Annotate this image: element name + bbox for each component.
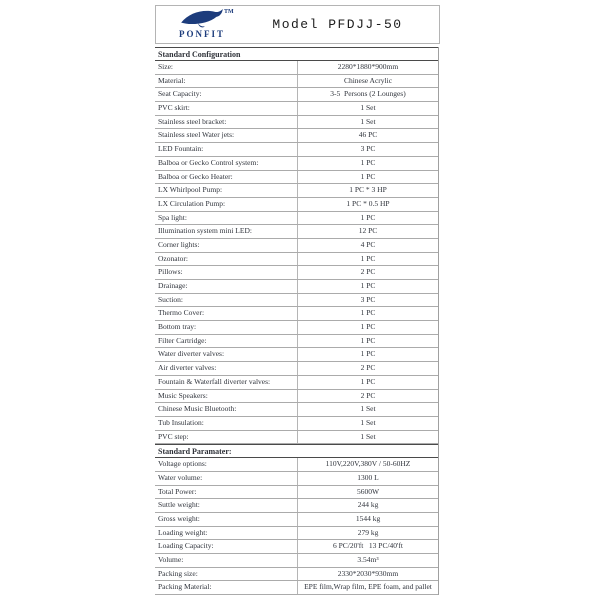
table-row [155, 239, 438, 253]
row-value: 110V,220V,380V / 50-60HZ [297, 458, 438, 471]
table-row [155, 253, 438, 267]
row-label: Stainless steel Water jets: [158, 130, 235, 140]
row-value: 1 PC [297, 348, 438, 361]
row-value: 1 PC [297, 212, 438, 225]
row-label: Loading Capacity: [158, 541, 214, 551]
section-header: Standard Configuration [155, 47, 438, 61]
row-label: Pillows: [158, 267, 183, 277]
table-row [155, 61, 438, 75]
row-label: Stainless steel bracket: [158, 116, 227, 126]
row-value: 2280*1880*900mm [297, 61, 438, 74]
row-value: 3 PC [297, 294, 438, 307]
row-value: 3-5 Persons (2 Lounges) [297, 88, 438, 101]
table-row [155, 184, 438, 198]
row-value: 1 PC [297, 376, 438, 389]
table-row [155, 307, 438, 321]
row-value: 1 PC [297, 171, 438, 184]
table-row [155, 376, 438, 390]
table-row [155, 198, 438, 212]
table-row [155, 157, 438, 171]
section-header: Standard Paramater: [155, 444, 438, 458]
spec-table [155, 47, 439, 595]
row-label: Chinese Music Bluetooth: [158, 404, 237, 414]
table-row [155, 403, 438, 417]
row-label: Suttle weight: [158, 500, 200, 510]
table-row [155, 362, 438, 376]
row-label: Total Power: [158, 486, 197, 496]
row-value: 2 PC [297, 362, 438, 375]
row-label: LX Whirlpool Pump: [158, 185, 223, 195]
row-label: Water diverter valves: [158, 349, 225, 359]
row-label: Seat Capacity: [158, 89, 202, 99]
table-row [155, 499, 438, 513]
row-label: Material: [158, 75, 186, 85]
row-value: Chinese Acrylic [297, 75, 438, 88]
row-value: 1 PC [297, 157, 438, 170]
row-value: EPE film,Wrap film, EPE foam, and pallet [297, 581, 438, 594]
table-row [155, 417, 438, 431]
row-label: Suction: [158, 294, 184, 304]
row-value: 1 PC [297, 335, 438, 348]
row-label: Packing size: [158, 568, 198, 578]
brand-logo [168, 8, 236, 39]
table-row [155, 225, 438, 239]
table-row [155, 486, 438, 500]
table-row [155, 321, 438, 335]
table-row [155, 212, 438, 226]
row-label: Corner lights: [158, 239, 200, 249]
table-row [155, 458, 438, 472]
row-value: 6 PC/20'ft 13 PC/40'ft [297, 540, 438, 553]
table-row [155, 540, 438, 554]
row-label: Music Speakers: [158, 390, 208, 400]
row-label: Tub Insulation: [158, 417, 204, 427]
table-row [155, 335, 438, 349]
row-value: 1 Set [297, 116, 438, 129]
row-value: 5600W [297, 486, 438, 499]
row-value: 244 kg [297, 499, 438, 512]
table-row [155, 294, 438, 308]
row-value: 1 PC * 3 HP [297, 184, 438, 197]
table-row [155, 75, 438, 89]
table-row [155, 527, 438, 541]
row-label: Loading weight: [158, 527, 208, 537]
table-row [155, 581, 438, 595]
row-value: 279 kg [297, 527, 438, 540]
table-row [155, 431, 438, 445]
row-label: Filter Cartridge: [158, 335, 207, 345]
header [155, 5, 440, 44]
row-value: 1 PC [297, 253, 438, 266]
row-label: Balboa or Gecko Heater: [158, 171, 233, 181]
row-value: 1 Set [297, 431, 438, 444]
row-value: 2 PC [297, 266, 438, 279]
row-value: 1300 L [297, 472, 438, 485]
brand-name: PONFIT [178, 29, 225, 39]
table-row [155, 568, 438, 582]
row-label: Balboa or Gecko Control system: [158, 157, 259, 167]
row-label: Bottom tray: [158, 322, 197, 332]
table-row [155, 513, 438, 527]
table-row [155, 390, 438, 404]
row-label: Ozonator: [158, 253, 188, 263]
row-value: 2330*2030*930mm [297, 568, 438, 581]
row-value: 4 PC [297, 239, 438, 252]
row-value: 1 Set [297, 417, 438, 430]
trademark-symbol: TM [224, 9, 234, 15]
row-value: 12 PC [297, 225, 438, 238]
row-label: PVC step: [158, 431, 189, 441]
row-label: Size: [158, 62, 173, 71]
table-row [155, 102, 438, 116]
row-label: Voltage options: [158, 459, 207, 469]
row-value: 46 PC [297, 129, 438, 142]
row-label: Water volume: [158, 472, 203, 482]
table-row [155, 116, 438, 130]
table-row [155, 554, 438, 568]
row-value: 1 Set [297, 403, 438, 416]
row-label: LED Fountain: [158, 144, 204, 154]
row-value: 2 PC [297, 390, 438, 403]
row-label: Thermo Cover: [158, 308, 205, 318]
row-label: Packing Material: [158, 582, 212, 592]
row-value: 1 PC [297, 307, 438, 320]
row-value: 3.54m³ [297, 554, 438, 567]
table-row [155, 266, 438, 280]
row-label: Fountain & Waterfall diverter valves: [158, 376, 271, 386]
row-label: Spa light: [158, 212, 187, 222]
table-row [155, 129, 438, 143]
row-value: 1 PC * 0.5 HP [297, 198, 438, 211]
row-value: 3 PC [297, 143, 438, 156]
row-label: Gross weight: [158, 514, 200, 523]
table-row [155, 472, 438, 486]
row-label: PVC skirt: [158, 103, 190, 113]
row-label: LX Circulation Pump: [158, 198, 226, 208]
row-label: Air diverter valves: [158, 363, 217, 373]
model-title: Model PFDJJ-50 [272, 17, 403, 32]
row-label: Volume: [158, 555, 184, 565]
table-row [155, 88, 438, 102]
row-value: 1 PC [297, 321, 438, 334]
row-label: Drainage: [158, 281, 188, 290]
table-row [155, 348, 438, 362]
dolphin-icon [179, 8, 225, 30]
table-row [155, 143, 438, 157]
row-label: Illumination system mini LED: [158, 226, 252, 236]
table-row [155, 171, 438, 185]
row-value: 1 Set [297, 102, 438, 115]
row-value: 1544 kg [297, 513, 438, 526]
table-row [155, 280, 438, 294]
row-value: 1 PC [297, 280, 438, 293]
